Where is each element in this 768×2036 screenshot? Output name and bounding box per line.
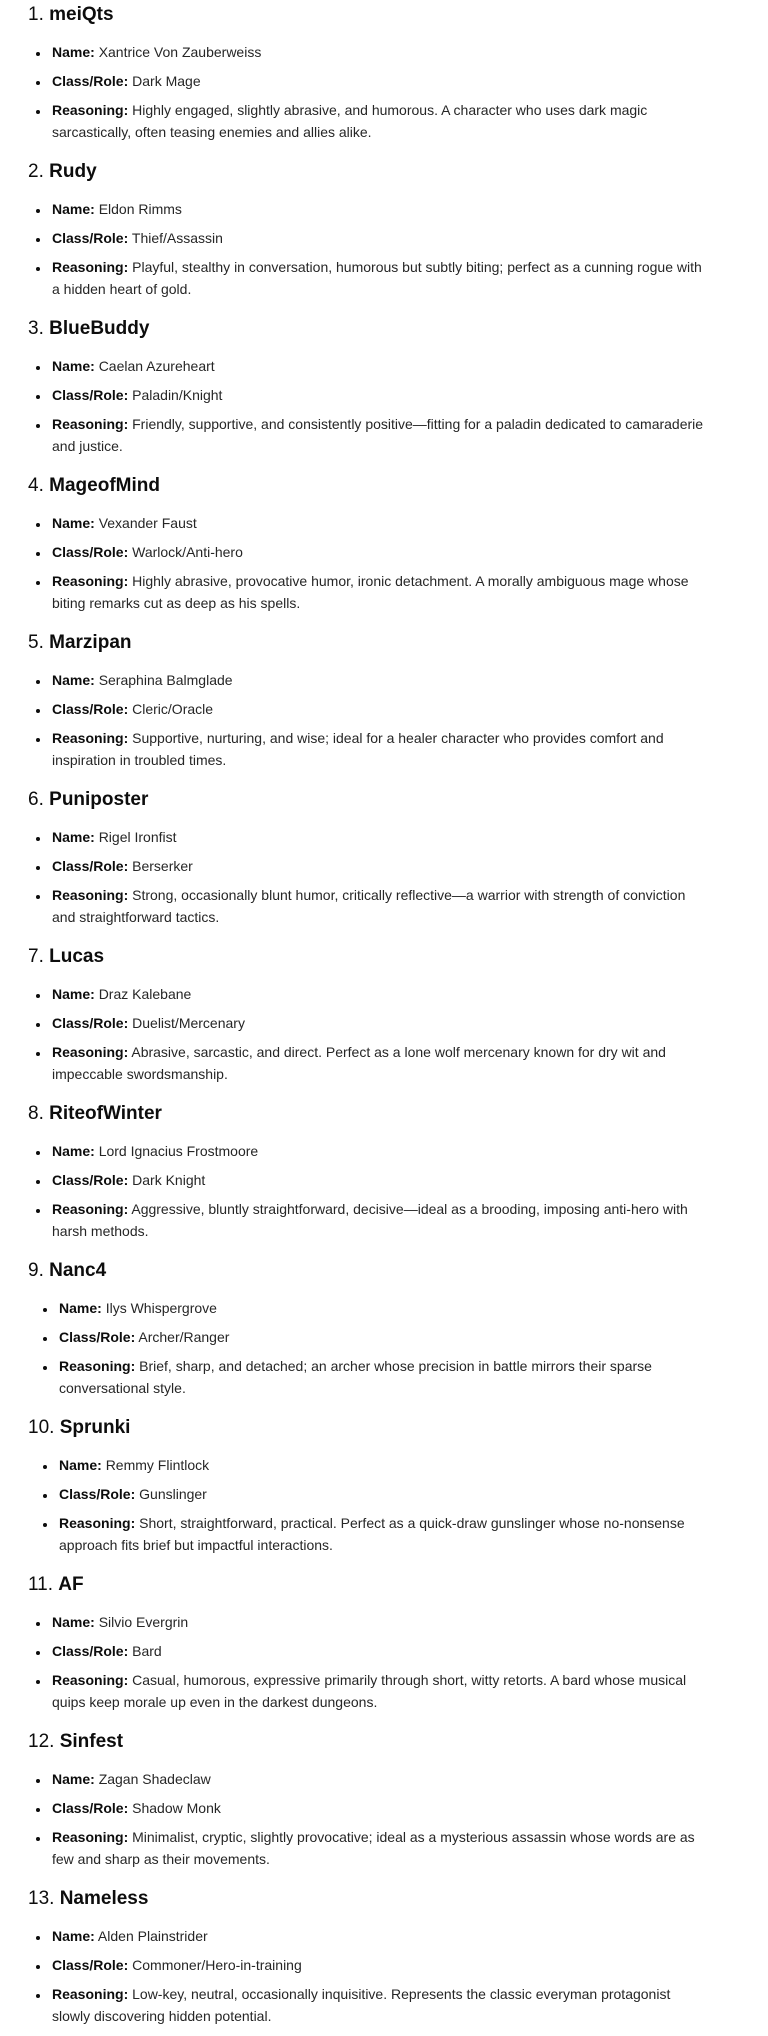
class-value: Berserker [132,858,193,874]
reasoning-value: Highly abrasive, provocative humor, ironic detachment. A morally ambiguous mage whose biting remarks cut as deep as his spells. [52,573,689,611]
reasoning-item [50,1198,706,1242]
section-username: Marzipan [49,632,132,653]
name-item [50,826,706,848]
reasoning-value: Strong, occasionally blunt humor, critically reflective—a warrior with strength of conviction and straightforward tactics. [52,887,686,925]
section-username: Sinfest [59,1731,124,1752]
section-heading [28,630,706,656]
section-number: 6. [28,789,44,810]
class-label: Class/Role: [52,701,129,717]
name-label: Name: [52,986,95,1002]
reasoning-label: Reasoning: [52,1672,129,1688]
section-username: Lucas [49,946,105,967]
reasoning-value: Playful, stealthy in conversation, humorous but subtly biting; perfect as a cunning rogue with a hidden heart of gold. [52,259,702,297]
name-item [50,1768,706,1790]
name-label: Name: [52,1928,95,1944]
class-item [50,384,706,406]
reasoning-item [50,413,706,457]
section-username: Sprunki [59,1417,131,1438]
section-heading [28,944,706,970]
class-item [50,1169,706,1191]
reasoning-label: Reasoning: [52,887,129,903]
property-list [28,1140,706,1242]
character-section [28,1729,706,1870]
class-item [50,1012,706,1034]
name-item [50,41,706,63]
section-username: Nameless [59,1888,149,1909]
name-label: Name: [52,829,95,845]
class-item [50,698,706,720]
reasoning-item [57,1512,706,1556]
class-label: Class/Role: [52,1172,129,1188]
name-item [57,1454,706,1476]
name-value: Caelan Azureheart [98,358,215,374]
property-list [28,41,706,143]
reasoning-item [50,1826,706,1870]
section-username: RiteofWinter [49,1103,162,1124]
reasoning-label: Reasoning: [52,573,129,589]
character-section [28,473,706,614]
name-value: Draz Kalebane [98,986,192,1002]
reasoning-label: Reasoning: [52,1986,129,2002]
property-list [28,1297,706,1399]
section-number: 11. [28,1574,54,1595]
name-value: Eldon Rimms [98,201,182,217]
class-value: Dark Mage [132,73,201,89]
property-list [28,1454,706,1556]
reasoning-value: Abrasive, sarcastic, and direct. Perfect as a lone wolf mercenary known for dry wit and impeccable swordsmanship. [52,1044,666,1082]
class-item [50,1797,706,1819]
reasoning-value: Low-key, neutral, occasionally inquisitive. Represents the classic everyman protagonist slowly discovering hidden potential. [52,1986,671,2024]
character-section [28,1886,706,2027]
reasoning-item [50,1041,706,1085]
class-label: Class/Role: [52,230,129,246]
section-number: 1. [28,4,44,25]
section-number: 10. [28,1417,55,1438]
reasoning-label: Reasoning: [52,1829,129,1845]
section-username: meiQts [49,4,114,25]
name-item [50,355,706,377]
property-list [28,198,706,300]
class-value: Paladin/Knight [132,387,223,403]
name-label: Name: [52,1614,95,1630]
reasoning-item [57,1355,706,1399]
section-username: BlueBuddy [49,318,150,339]
class-item [50,1640,706,1662]
class-value: Warlock/Anti-hero [132,544,243,560]
section-heading [28,1101,706,1127]
reasoning-value: Friendly, supportive, and consistently positive—fitting for a paladin dedicated to camaraderie and justice. [52,416,704,454]
section-heading [28,2,706,28]
reasoning-label: Reasoning: [52,730,129,746]
name-value: Lord Ignacius Frostmoore [98,1143,259,1159]
section-heading [28,1572,706,1598]
character-section [28,1101,706,1242]
name-label: Name: [52,44,95,60]
section-number: 4. [28,475,44,496]
class-item [57,1483,706,1505]
section-heading [28,1415,706,1441]
class-label: Class/Role: [52,1800,129,1816]
name-label: Name: [59,1300,102,1316]
name-item [50,1925,706,1947]
class-item [50,227,706,249]
class-value: Shadow Monk [132,1800,221,1816]
class-value: Archer/Ranger [138,1329,230,1345]
reasoning-label: Reasoning: [52,416,129,432]
name-value: Remmy Flintlock [105,1457,210,1473]
name-value: Rigel Ironfist [98,829,177,845]
character-section [28,944,706,1085]
section-username: Nanc4 [49,1260,107,1281]
class-item [50,70,706,92]
class-label: Class/Role: [52,1957,129,1973]
reasoning-label: Reasoning: [52,1201,129,1217]
name-label: Name: [52,515,95,531]
character-section [28,2,706,143]
name-label: Name: [52,672,95,688]
property-list [28,355,706,457]
character-section [28,316,706,457]
section-heading [28,1729,706,1755]
section-username: AF [58,1574,84,1595]
class-label: Class/Role: [52,544,129,560]
section-username: Rudy [49,161,97,182]
reasoning-value: Casual, humorous, expressive primarily through short, witty retorts. A bard whose musical quips keep morale up even in the darkest dungeons. [52,1672,687,1710]
name-value: Silvio Evergrin [98,1614,189,1630]
name-item [50,1611,706,1633]
class-item [50,855,706,877]
name-label: Name: [59,1457,102,1473]
reasoning-value: Aggressive, bluntly straightforward, decisive—ideal as a brooding, imposing anti-hero with harsh methods. [52,1201,688,1239]
name-label: Name: [52,358,95,374]
reasoning-label: Reasoning: [52,102,129,118]
section-number: 13. [28,1888,55,1909]
property-list [28,512,706,614]
reasoning-label: Reasoning: [52,259,129,275]
property-list [28,1925,706,2027]
class-label: Class/Role: [52,1015,129,1031]
reasoning-value: Supportive, nurturing, and wise; ideal for a healer character who provides comfort and inspiration in troubled times. [52,730,664,768]
name-item [57,1297,706,1319]
name-value: Vexander Faust [98,515,197,531]
name-label: Name: [52,1143,95,1159]
reasoning-label: Reasoning: [52,1044,129,1060]
character-section [28,1415,706,1556]
reasoning-value: Highly engaged, slightly abrasive, and humorous. A character who uses dark magic sarcastically, often teasing enemies and allies alike. [52,102,648,140]
reasoning-item [50,256,706,300]
property-list [28,983,706,1085]
section-number: 2. [28,161,44,182]
reasoning-item [50,1669,706,1713]
reasoning-value: Short, straightforward, practical. Perfect as a quick-draw gunslinger whose no-nonsense approach fits brief but impactful interactions. [59,1515,685,1553]
property-list [28,1768,706,1870]
reasoning-item [50,884,706,928]
class-value: Cleric/Oracle [132,701,214,717]
character-section [28,787,706,928]
name-value: Xantrice Von Zauberweiss [98,44,262,60]
class-label: Class/Role: [52,73,129,89]
reasoning-value: Minimalist, cryptic, slightly provocative; ideal as a mysterious assassin whose words are as few and sharp as their movements. [52,1829,695,1867]
character-section [28,159,706,300]
class-item [50,1954,706,1976]
property-list [28,1611,706,1713]
name-label: Name: [52,201,95,217]
class-item [57,1326,706,1348]
reasoning-item [50,727,706,771]
class-label: Class/Role: [59,1486,136,1502]
section-heading [28,316,706,342]
section-number: 7. [28,946,44,967]
name-item [50,669,706,691]
class-value: Thief/Assassin [131,230,223,246]
reasoning-item [50,1983,706,2027]
section-number: 3. [28,318,44,339]
class-label: Class/Role: [52,387,129,403]
character-section [28,1572,706,1713]
section-number: 9. [28,1260,44,1281]
section-heading [28,787,706,813]
reasoning-label: Reasoning: [59,1515,136,1531]
section-username: MageofMind [49,475,160,496]
name-item [50,1140,706,1162]
class-value: Dark Knight [132,1172,206,1188]
reasoning-item [50,99,706,143]
name-item [50,983,706,1005]
name-value: Alden Plainstrider [97,1928,208,1944]
class-label: Class/Role: [52,858,129,874]
class-label: Class/Role: [52,1643,129,1659]
character-section [28,1258,706,1399]
section-heading [28,1886,706,1912]
section-username: Puniposter [49,789,149,810]
name-item [50,512,706,534]
class-value: Gunslinger [139,1486,207,1502]
reasoning-item [50,570,706,614]
property-list [28,826,706,928]
section-heading [28,159,706,185]
class-label: Class/Role: [59,1329,136,1345]
section-number: 5. [28,632,44,653]
section-number: 8. [28,1103,44,1124]
class-value: Commoner/Hero-in-training [132,1957,302,1973]
property-list [28,669,706,771]
name-item [50,198,706,220]
name-value: Zagan Shadeclaw [98,1771,211,1787]
section-heading [28,1258,706,1284]
name-value: Ilys Whispergrove [105,1300,217,1316]
section-number: 12. [28,1731,55,1752]
reasoning-value: Brief, sharp, and detached; an archer whose precision in battle mirrors their sparse conversational style. [59,1358,652,1396]
name-value: Seraphina Balmglade [98,672,233,688]
class-item [50,541,706,563]
section-heading [28,473,706,499]
class-value: Duelist/Mercenary [132,1015,245,1031]
reasoning-label: Reasoning: [59,1358,136,1374]
class-value: Bard [132,1643,162,1659]
name-label: Name: [52,1771,95,1787]
character-section [28,630,706,771]
